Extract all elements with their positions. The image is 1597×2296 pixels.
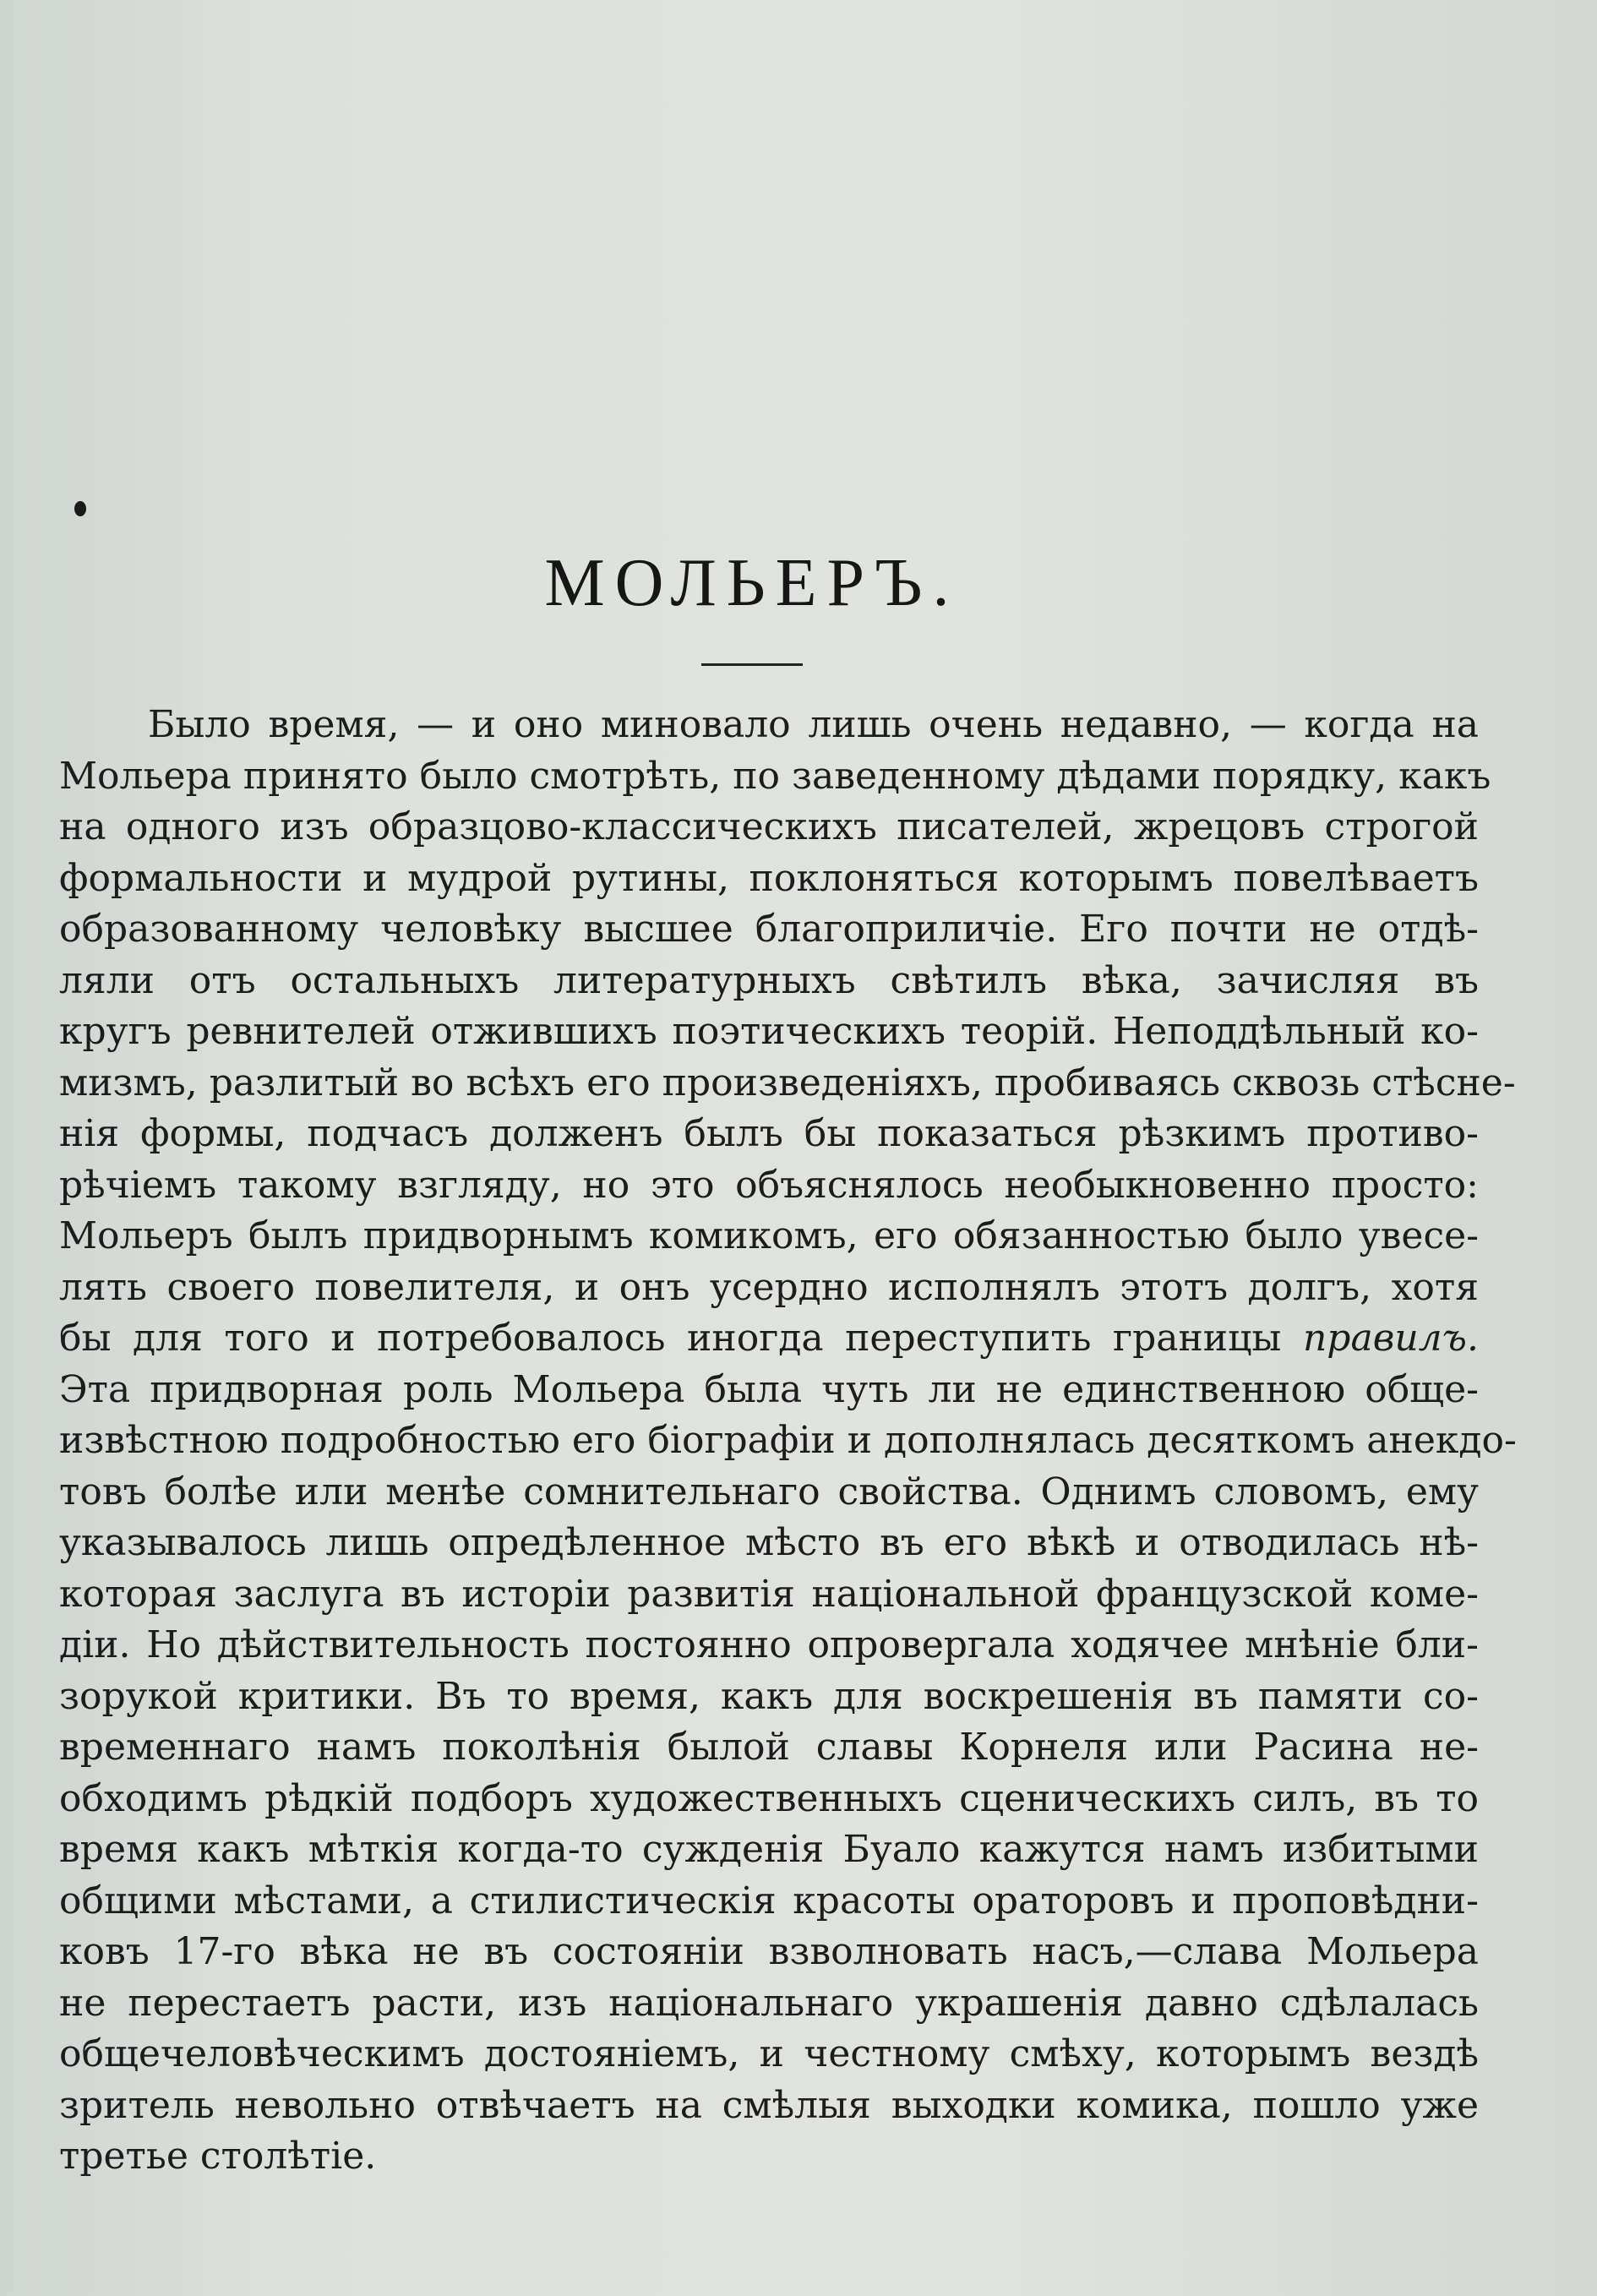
text-line: зритель невольно отвѣчаетъ на смѣлыя выходки комика, пошло уже — [59, 2083, 1479, 2127]
text-line: третье столѣтіе. — [59, 2135, 377, 2178]
text-line: общечеловѣческимъ достояніемъ, и честному смѣху, которымъ вездѣ — [59, 2032, 1479, 2075]
bleed-through-text — [135, 127, 1487, 225]
text-line: товъ болѣе или менѣе сомнительнаго свойства. Однимъ словомъ, ему — [59, 1470, 1479, 1513]
emphasized-word: правилъ. — [1302, 1317, 1479, 1360]
text-line: указывалось лишь опредѣленное мѣсто въ его вѣкѣ и отводилась нѣ- — [59, 1521, 1479, 1564]
text-line: ляли отъ остальныхъ литературныхъ свѣтилъ вѣка, зачисляя въ — [59, 958, 1479, 1002]
text-line: нія формы, подчасъ долженъ былъ бы показаться рѣзкимъ противо- — [59, 1112, 1479, 1155]
title-rule — [701, 663, 803, 666]
text-line: образованному человѣку высшее благоприличіе. Его почти не отдѣ- — [59, 908, 1479, 951]
page-title: МОЛЬЕРЪ. — [544, 546, 960, 620]
text-line: лять своего повелителя, и онъ усердно исполнялъ этотъ долгъ, хотя — [59, 1265, 1479, 1309]
text-line: кругъ ревнителей отжившихъ поэтическихъ теорій. Неподдѣльный ко- — [59, 1010, 1479, 1053]
text-line: мизмъ, разлитый во всѣхъ его произведеніяхъ, пробиваясь сквозь стѣсне- — [59, 1061, 1516, 1104]
text-line: Мольера принято было смотрѣть, по заведенному дѣдами порядку, какъ — [59, 754, 1491, 798]
text-line: ковъ 17-го вѣка не въ состояніи взволновать насъ,—слава Мольера — [59, 1930, 1479, 1973]
text-line: Было время, — и оно миновало лишь очень недавно, — когда на — [148, 703, 1479, 746]
text-line: діи. Но дѣйствительность постоянно опровергала ходячее мнѣніе бли- — [59, 1623, 1479, 1666]
text-line: общими мѣстами, а стилистическія красоты ораторовъ и проповѣдни- — [59, 1879, 1479, 1922]
text-line: Мольеръ былъ придворнымъ комикомъ, его обязанностью было увесе- — [59, 1214, 1479, 1257]
text-line — [59, 1313, 1479, 1365]
text-line-main: бы для того и потребовалось иногда переступить границы — [59, 1317, 1282, 1360]
text-line: обходимъ рѣдкій подборъ художественныхъ сценическихъ силъ, въ то — [59, 1776, 1479, 1820]
text-line: Эта придворная роль Мольера была чуть ли не единственною обще- — [59, 1367, 1479, 1411]
text-line: извѣстною подробностью его біографіи и дополнялась десяткомъ анекдо- — [59, 1419, 1517, 1462]
text-line: которая заслуга въ исторіи развитія національной французской коме- — [59, 1572, 1479, 1616]
body-paragraph — [59, 700, 1517, 2183]
text-line: временнаго намъ поколѣнія былой славы Корнеля или Расина не- — [59, 1726, 1479, 1769]
text-line: не перестаетъ расти, изъ національнаго украшенія давно сдѣлалась — [59, 1981, 1479, 2025]
ink-dot — [74, 501, 86, 516]
text-line: формальности и мудрой рутины, поклоняться которымъ повелѣваетъ — [59, 856, 1479, 900]
text-line: время какъ мѣткія когда-то сужденія Буало кажутся намъ избитыми — [59, 1828, 1479, 1871]
text-line: зорукой критики. Въ то время, какъ для воскрешенія въ памяти со- — [59, 1674, 1479, 1718]
text-line: на одного изъ образцово-классическихъ писателей, жрецовъ строгой — [59, 805, 1479, 848]
text-line: рѣчіемъ такому взгляду, но это объяснялось необыкновенно просто: — [59, 1163, 1479, 1207]
